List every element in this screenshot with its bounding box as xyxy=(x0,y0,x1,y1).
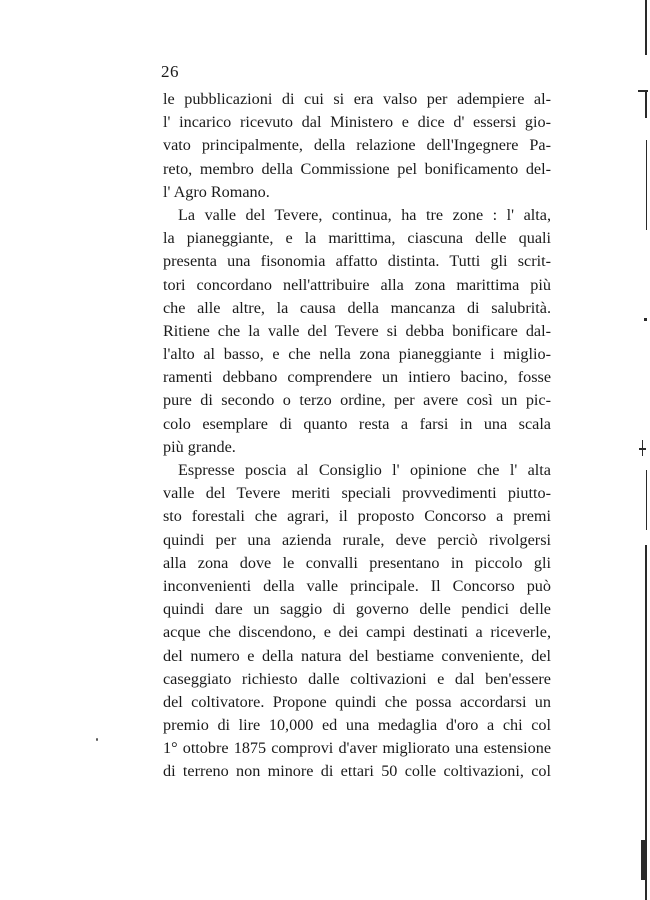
text-line: premio di lire 10,000 ed una medaglia d'oro a chi col xyxy=(163,716,551,735)
text-line: vato principalmente, della relazione dell'Ingegnere Pa- xyxy=(163,136,551,155)
text-line: più grande. xyxy=(163,437,236,456)
text-line: quindi per una azienda rurale, deve perciò rivolgersi xyxy=(163,530,551,549)
text-line: La valle del Tevere, continua, ha tre zone : l' alta, xyxy=(178,205,551,224)
text-line: 1° ottobre 1875 comprovi d'aver migliorato una estensione xyxy=(163,739,551,758)
text-line: acque che discendono, e dei campi destinati a riceverle, xyxy=(163,623,551,642)
text-line: sto forestali che agrari, il proposto Concorso a premi xyxy=(163,507,551,526)
page-edge-binding xyxy=(636,0,650,900)
text-line: quindi dare un saggio di governo delle pendici delle xyxy=(163,600,551,619)
text-line: pure di secondo o terzo ordine, per avere così un pic- xyxy=(163,391,551,410)
text-line: la pianeggiante, e la marittima, ciascuna delle quali xyxy=(163,229,551,248)
text-line: del numero e della natura del bestiame conveniente, del xyxy=(163,646,551,665)
text-line: tori concordano nell'attribuire alla zona marittima più xyxy=(163,275,551,294)
text-line: ramenti debbano comprendere un intiero bacino, fosse xyxy=(163,368,551,387)
text-line: Ritiene che la valle del Tevere si debba bonificare dal- xyxy=(163,321,551,340)
text-line: colo esemplare di quanto resta a farsi in una scala xyxy=(163,414,551,433)
text-line: presenta una fisonomia affatto distinta. Tutti gli scrit- xyxy=(163,252,551,271)
text-line: Espresse poscia al Consiglio l' opinione che l' alta xyxy=(178,461,551,479)
text-line: le pubblicazioni di cui si era valso per adempiere al- xyxy=(163,90,551,108)
text-line: inconvenienti della valle principale. Il Concorso può xyxy=(163,576,551,595)
text-line: valle del Tevere meriti speciali provvedimenti piutto- xyxy=(163,484,551,503)
page-number: 26 xyxy=(161,62,179,81)
text-line: del coltivatore. Propone quindi che possa accordarsi un xyxy=(163,692,551,711)
text-line: caseggiato richiesto dalle coltivazioni e dal ben'essere xyxy=(163,669,551,688)
text-line: l' incarico ricevuto dal Ministero e dice d' essersi gio- xyxy=(163,113,551,132)
paper-speck xyxy=(96,738,98,741)
text-line: che alle altre, la causa della mancanza di salubrità. xyxy=(163,298,551,317)
text-line: reto, membro della Commissione pel bonificamento del- xyxy=(163,159,551,178)
text-line: l' Agro Romano. xyxy=(163,182,270,201)
text-line: l'alto al basso, e che nella zona pianeggiante i miglio- xyxy=(163,345,551,364)
body-text xyxy=(163,88,551,784)
text-line: di terreno non minore di ettari 50 colle coltivazioni, col xyxy=(163,762,551,781)
text-line: alla zona dove le convalli presentano in piccolo gli xyxy=(163,553,551,572)
